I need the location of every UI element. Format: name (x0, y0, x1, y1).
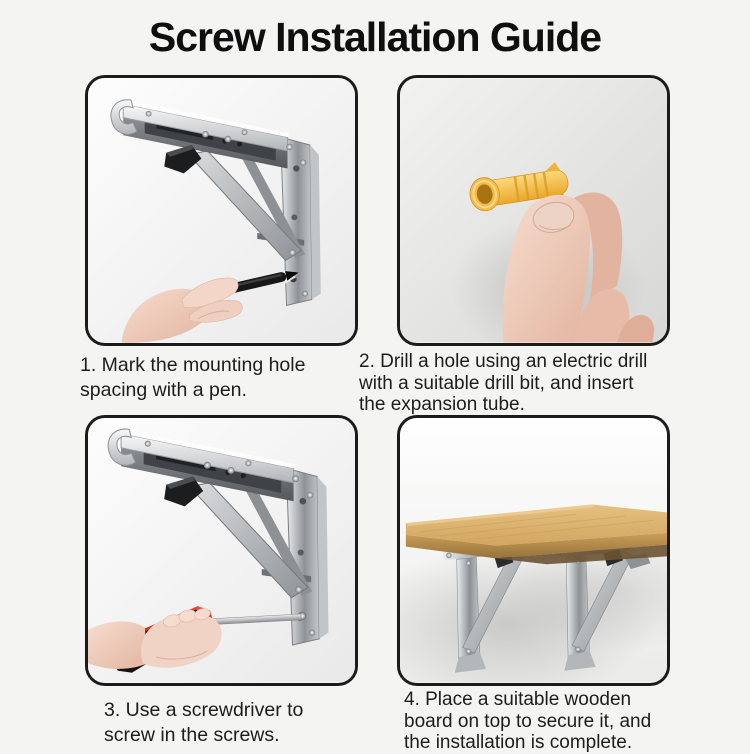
step4-photo-panel (397, 415, 670, 686)
step3-caption (104, 698, 303, 748)
caption-line: the installation is complete. (404, 732, 633, 753)
caption-line: screw in the screws. (104, 724, 280, 746)
caption-line: 1. Mark the mounting hole (80, 354, 306, 376)
step3-illustration (88, 418, 355, 683)
caption-line: the expansion tube. (359, 394, 525, 415)
step3-photo-panel (85, 415, 358, 686)
step4-caption (404, 689, 651, 754)
caption-line: spacing with a pen. (80, 379, 247, 401)
step2-photo-panel (397, 75, 670, 346)
caption-line: 3. Use a screwdriver to (104, 699, 304, 721)
step4-illustration (400, 418, 667, 683)
step1-illustration (88, 78, 355, 343)
caption-line: board on top to secure it, and (404, 710, 652, 732)
page-title: Screw Installation Guide (148, 14, 602, 60)
step2-illustration (400, 78, 667, 343)
step2-caption (359, 351, 647, 416)
step1-caption (80, 353, 305, 403)
step1-photo-panel (85, 75, 358, 346)
caption-line: 2. Drill a hole using an electric drill (359, 351, 648, 372)
caption-line: 4. Place a suitable wooden (404, 689, 632, 710)
caption-line: with a suitable drill bit, and insert (359, 372, 634, 394)
